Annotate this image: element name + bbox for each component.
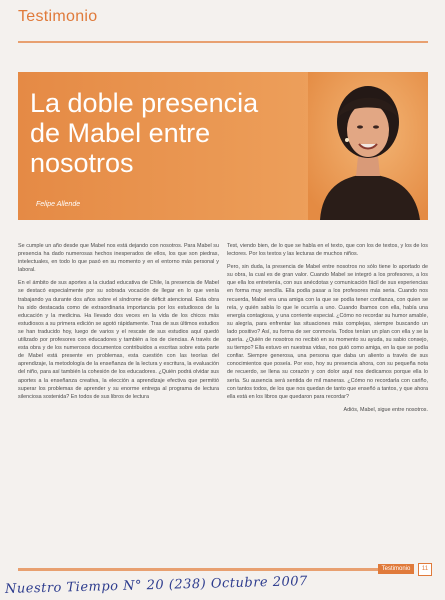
article-title: La doble presencia de Mabel entre nosotros: [30, 88, 259, 178]
page-number: 11: [418, 563, 432, 576]
footer-section-label: Testimonio: [378, 564, 414, 574]
section-divider: [18, 41, 428, 43]
article-byline: Felipe Allende: [36, 201, 81, 208]
paragraph: Pero, sin duda, la presencia de Mabel entre nosotros no sólo tiene lo aportado de su obra, la cual es de gran valor. Cuando Mabel se integró a los profesores, a los que ella los entretenía, con sus anécdotas y comunicación fácil de sus experiencias en forma muy sencilla. Ella podía pasar a los profesores más seria. Cuando nos recuerda, Mabel era una amiga con la que se podía tener confianza, con quien se reía, y quién sabía lo que le ocurría a uno. Cuando íbamos con ella, había una energía contagiosa, y una corriente especial. ¿Cómo no recordar su humor amable, su alegría, para enfrentar las situaciones más complejas, siempre buscando un lado positivo? Así, su forma de ser conmovía. Todos tenían un plan con ella y se la quería. ¿Quién de nosotros no recibió en su momento su ayuda, su sabio consejo, su tiempo? Ella estuvo en nuestras vidas, nos guió como amiga, en la que se podía confiar. Siempre generosa, una persona que daba un aliento a través de sus conocimientos que poseía. Por eso, hoy su presencia ahora, con su pequeña nota de recuerdo, se llena su corazón y con dolor aquí nos dedicamos porque ella lo sería. Su ausencia será sentida de mil maneras. ¿Cómo no recordarla con cariño, con tantos todos, de los que nos quedan de tanto que enseñó a tantos, y que ahora ella está en los libros que quedaron para recordar?: [227, 264, 428, 400]
paragraph: En el ámbito de sus aportes a la ciudad educativa de Chile, la presencia de Mabel se destacó especialmente por su sobrada vocación de llegar en lo que venía trabajando ya durante dos años sobre el síndrome de déficit atencional. Esta obra ha sido destacada como de extraordinaria importancia por los estudiosos de la educación y la medicina. Ha llevado dos veces en la vida de los chicos más estudiosos a su primera edición se agotó rápidamente. Tras de sus últimos estudios se han traducido hoy, luego de varios y el rescate de sus estudios aquí quedó utilizado por profesores con educadores y también a los de ciencias. A través de esta obra y de los numerosos documentos contribuidos a escritas sobre esta parte de Mabel está presente en problemas, esta cuestión con las teorías del aprendizaje, la metodología de la enseñanza de la lectura y escritura, la evaluación del niño, para así también la cohesión de los educadores. ¿Quién podrá olvidar sus aportes a la enseñanza creativa, la elección a aprendizaje efectiva que permitió superar los problemas de aprender y su enorme entrega al programa de lectura silenciosa sostenida? En todos de sus libros de lectura: [18, 280, 219, 400]
handwritten-note: Nuestro Tiempo N° 20 (238) Octubre 2007: [4, 574, 309, 597]
hero-banner: [18, 72, 428, 220]
article-body: [18, 242, 428, 547]
section-label: Testimonio: [18, 8, 98, 25]
portrait-photo: [308, 72, 428, 220]
left-column: [18, 242, 219, 547]
signoff: Adiós, Mabel, sigue entre nosotros.: [343, 406, 428, 413]
paragraph: Se cumple un año desde que Mabel nos está dejando con nosotros. Para Mabel su presencia ha dado numerosas hechos inesperados de ellos, los que son piedras, intelectuales, en todo lo que pasó en su momento y en el entorno más personal y laboral.: [18, 243, 219, 274]
footer-divider: [18, 568, 388, 571]
paragraph: Test, viendo bien, de lo que se habla en el texto, que con los de textos, y los de los lectores. Por los textos y las lecturas de muchos niños.: [227, 243, 428, 258]
right-column: [227, 242, 428, 547]
